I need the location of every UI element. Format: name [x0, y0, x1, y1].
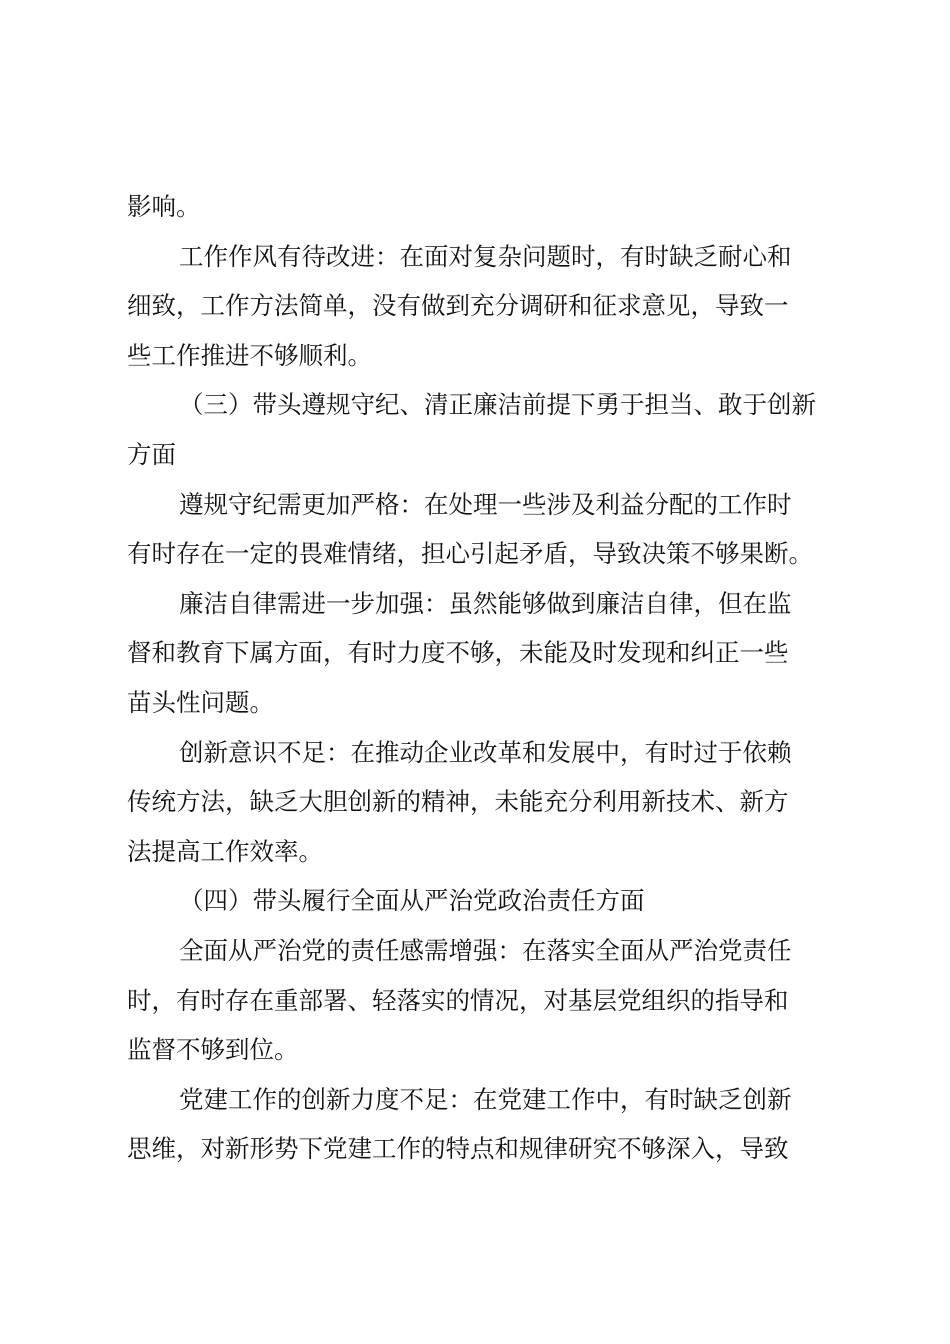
paragraph-line: 廉洁自律需进一步加强：虽然能够做到廉洁自律，但在监	[179, 588, 792, 618]
section-heading-4: （四）带头履行全面从严治党政治责任方面	[179, 886, 645, 916]
paragraph-line: 工作作风有待改进：在面对复杂问题时，有时缺乏耐心和	[179, 241, 792, 271]
document-page	[127, 182, 831, 1174]
text-line: 些工作推进不够顺利。	[127, 340, 372, 370]
text-line: 影响。	[127, 192, 201, 221]
text-line: 苗头性问题。	[127, 687, 274, 717]
section-heading-3-cont: 方面	[127, 439, 176, 469]
paragraph-line: 党建工作的创新力度不足：在党建工作中，有时缺乏创新	[179, 1084, 792, 1114]
text-line: 时，有时存在重部署、轻落实的情况，对基层党组织的指导和	[127, 985, 789, 1015]
paragraph-line: 创新意识不足：在推动企业改革和发展中，有时过于依赖	[179, 737, 792, 767]
text-line: 细致，工作方法简单，没有做到充分调研和征求意见，导致一	[127, 291, 789, 321]
paragraph-line: 全面从严治党的责任感需增强：在落实全面从严治党责任	[179, 935, 792, 965]
text-line: 传统方法，缺乏大胆创新的精神，未能充分利用新技术、新方	[127, 787, 789, 817]
text-line: 监督不够到位。	[127, 1035, 299, 1065]
text-line: 思维，对新形势下党建工作的特点和规律研究不够深入，导致	[127, 1134, 789, 1164]
section-heading-3: （三）带头遵规守纪、清正廉洁前提下勇于担当、敢于创新	[179, 390, 816, 420]
text-line: 有时存在一定的畏难情绪，担心引起矛盾，导致决策不够果断。	[127, 539, 813, 569]
text-line: 督和教育下属方面，有时力度不够，未能及时发现和纠正一些	[127, 638, 789, 668]
paragraph-line: 遵规守纪需更加严格：在处理一些涉及利益分配的工作时	[179, 489, 792, 519]
text-line: 法提高工作效率。	[127, 836, 323, 866]
